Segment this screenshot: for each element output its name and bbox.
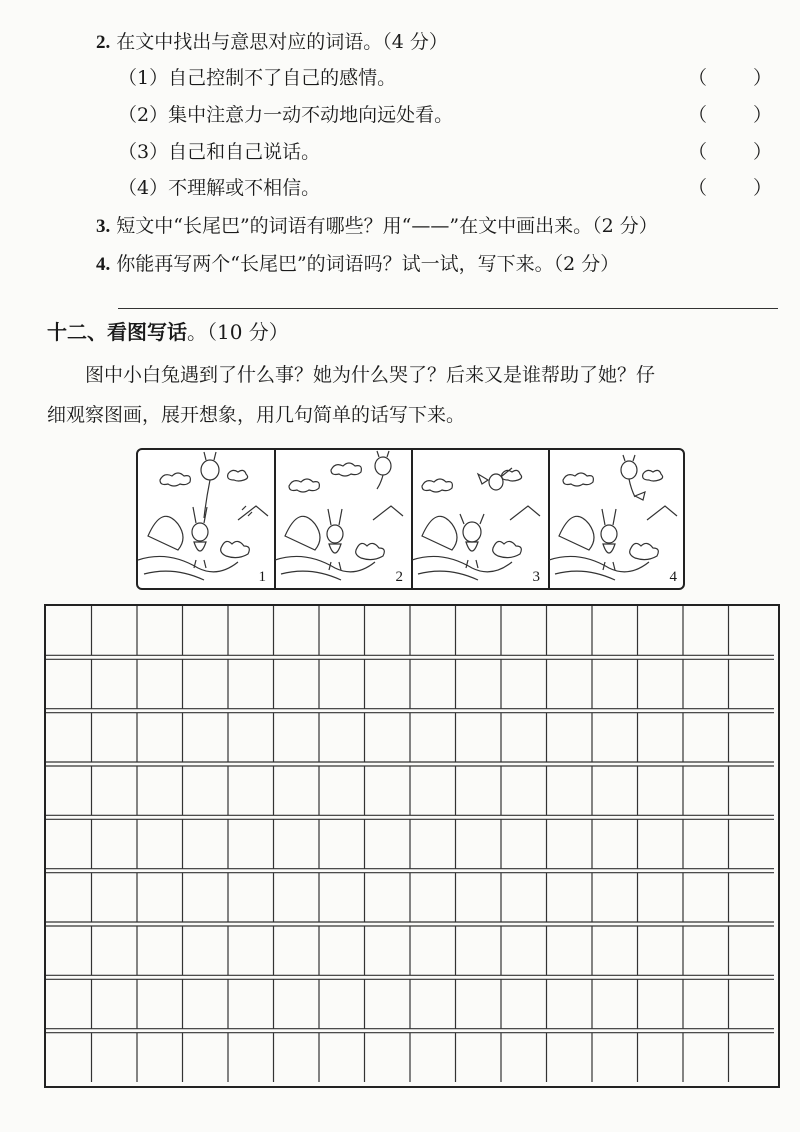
question-4	[96, 250, 619, 279]
picture-panel-4	[549, 450, 685, 588]
q2-item-1: （1）自己控制不了自己的感情。	[118, 67, 397, 89]
writing-grid[interactable]	[44, 604, 780, 1088]
scene-rabbit-balloon	[138, 450, 274, 588]
panel-number: 4	[669, 569, 677, 585]
question-2	[96, 28, 448, 57]
scene-bird-returns-balloon	[549, 450, 685, 588]
picture-panel-3	[412, 450, 548, 588]
q2-item-3: （3）自己和自己说话。	[118, 141, 321, 163]
answer-blank-1[interactable]: （ ）	[688, 67, 772, 89]
question-number: 2.	[96, 32, 111, 53]
q2-item-2: （2）集中注意力一动不动地向远处看。	[118, 104, 454, 126]
grid-lines	[46, 606, 778, 1086]
question-number: 4.	[96, 254, 111, 275]
scene-bird-balloon	[412, 450, 548, 588]
instruction-line-2: 细观察图画，展开想象，用几句简单的话写下来。	[47, 404, 466, 426]
answer-blank-2[interactable]: （ ）	[688, 104, 772, 126]
picture-panel-1	[138, 450, 274, 588]
question-text: 你能再写两个“长尾巴”的词语吗？试一试，写下来。（2 分）	[116, 253, 620, 275]
panel-number: 2	[395, 569, 403, 585]
question-text: 在文中找出与意思对应的词语。（4 分）	[116, 31, 448, 53]
q2-item-4: （4）不理解或不相信。	[118, 177, 321, 199]
instruction-line-1: 图中小白兔遇到了什么事？她为什么哭了？后来又是谁帮助了她？仔	[85, 364, 656, 386]
picture-strip	[136, 448, 685, 590]
panel-number: 1	[258, 569, 266, 585]
scene-balloon-floating	[275, 450, 411, 588]
answer-blank-3[interactable]: （ ）	[688, 141, 772, 163]
picture-panel-2	[275, 450, 411, 588]
answer-line[interactable]	[118, 308, 778, 309]
question-text: 短文中“长尾巴”的词语有哪些？用“——”在文中画出来。（2 分）	[116, 215, 658, 237]
panel-number: 3	[532, 569, 540, 585]
question-number: 3.	[96, 216, 111, 237]
section-title: 十二、看图写话。（10 分）	[47, 320, 289, 344]
answer-blank-4[interactable]: （ ）	[688, 177, 772, 199]
question-3	[96, 212, 658, 241]
